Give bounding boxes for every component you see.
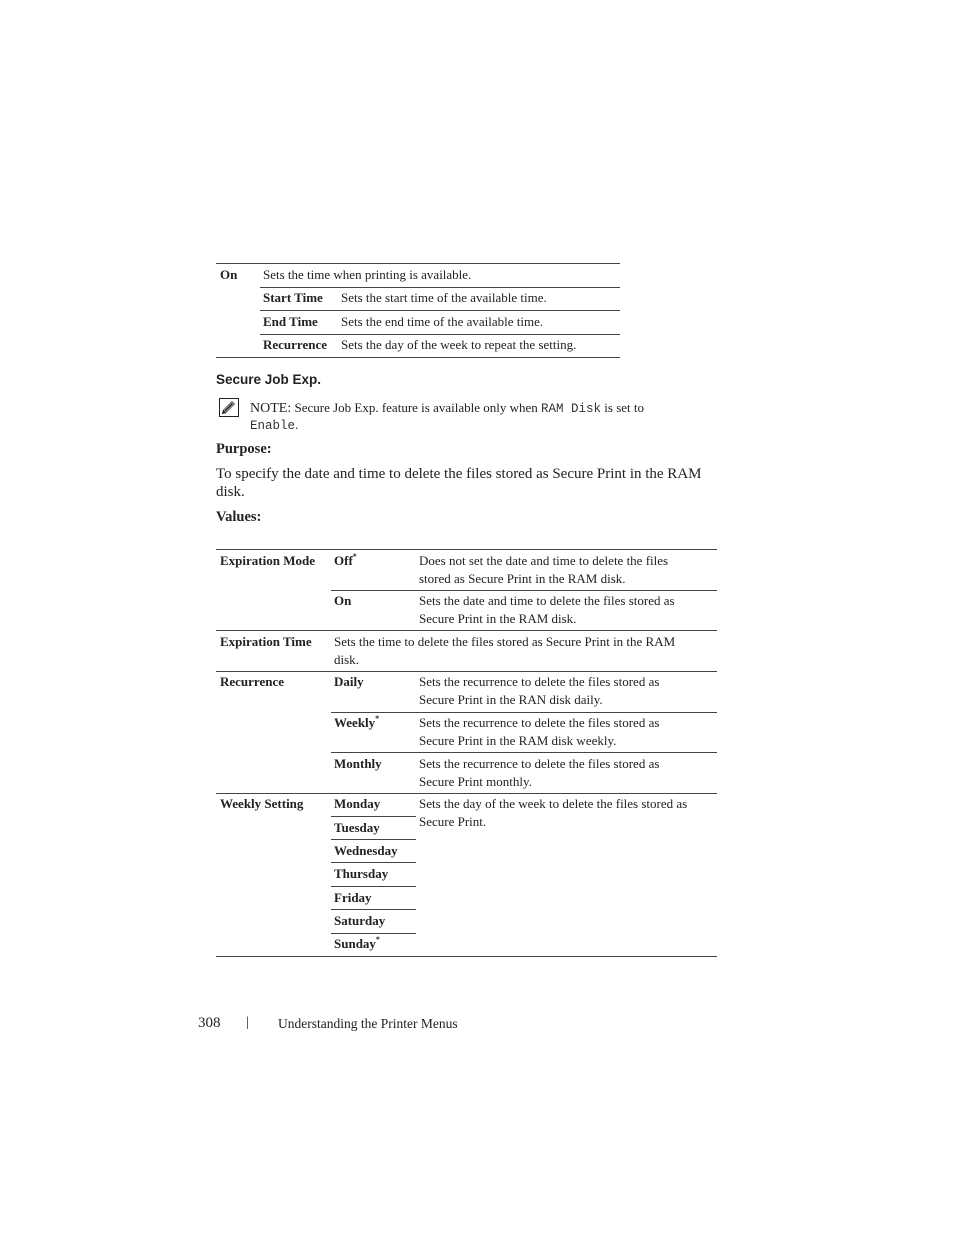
off-option: Off* xyxy=(334,551,357,568)
table-rule xyxy=(216,956,717,957)
note-text-part: Secure Job Exp. feature is available only when xyxy=(294,400,538,415)
day-thursday: Thursday xyxy=(334,866,389,881)
table-rule xyxy=(331,862,416,863)
monthly-description: Sets the recurrence to delete the files stored as Secure Print monthly. xyxy=(419,756,660,789)
note-end: . xyxy=(295,417,299,432)
end-time-description: Sets the end time of the available time. xyxy=(341,314,544,329)
table-rule xyxy=(216,793,717,794)
table-rule xyxy=(216,263,620,264)
footer-separator: | xyxy=(246,1015,249,1030)
table-rule xyxy=(331,933,416,934)
on-label: On xyxy=(220,267,238,282)
note-pencil-icon xyxy=(219,398,239,417)
default-marker: * xyxy=(352,551,357,561)
day-wednesday: Wednesday xyxy=(334,843,398,858)
day-sunday: Sunday* xyxy=(334,934,380,951)
note-text xyxy=(250,399,644,418)
day-friday: Friday xyxy=(334,890,372,905)
daily-option: Daily xyxy=(334,674,364,689)
table-rule xyxy=(331,839,416,840)
weekly-setting-label: Weekly Setting xyxy=(220,796,304,811)
table-rule xyxy=(260,310,620,311)
table-rule xyxy=(331,886,416,887)
start-time-description: Sets the start time of the available time. xyxy=(341,290,547,305)
note-code-enable: Enable xyxy=(250,419,296,433)
table-rule xyxy=(331,816,416,817)
recurrence-label: Recurrence xyxy=(220,674,285,689)
day-saturday: Saturday xyxy=(334,913,386,928)
note-text-line2 xyxy=(250,416,298,435)
table-rule xyxy=(260,334,620,335)
purpose-text-line2: disk. xyxy=(216,484,245,500)
day-monday: Monday xyxy=(334,796,381,811)
default-marker: * xyxy=(375,934,380,944)
monthly-option: Monthly xyxy=(334,756,382,771)
recurrence-label: Recurrence xyxy=(263,337,328,352)
table-rule xyxy=(331,590,717,591)
table-rule xyxy=(216,630,717,631)
expiration-mode-label: Expiration Mode xyxy=(220,553,315,568)
weekly-option: Weekly* xyxy=(334,713,380,730)
purpose-heading: Purpose: xyxy=(216,441,272,457)
expiration-time-description: Sets the time to delete the files stored as Secure Print in the RAM disk. xyxy=(334,634,676,667)
note-text-part: is set to xyxy=(604,400,645,415)
table-rule xyxy=(331,752,717,753)
page-number: 308 xyxy=(198,1015,221,1031)
off-description: Does not set the date and time to delete the files stored as Secure Print in the RAM disk. xyxy=(419,553,669,586)
note-code-ram-disk: RAM Disk xyxy=(541,402,602,416)
on-description: Sets the time when printing is available. xyxy=(263,267,472,282)
footer-chapter: Understanding the Printer Menus xyxy=(278,1016,458,1031)
section-title: Secure Job Exp. xyxy=(216,372,322,387)
table-rule xyxy=(216,671,717,672)
default-marker: * xyxy=(375,713,380,723)
on-option: On xyxy=(334,593,352,608)
note-prefix: NOTE: xyxy=(250,401,292,416)
expiration-time-label: Expiration Time xyxy=(220,634,312,649)
on-description: Sets the date and time to delete the files stored as Secure Print in the RAM disk. xyxy=(419,593,675,626)
table-rule xyxy=(216,357,620,358)
values-heading: Values: xyxy=(216,509,262,525)
start-time-label: Start Time xyxy=(263,290,323,305)
table-rule xyxy=(216,549,717,550)
recurrence-description: Sets the day of the week to repeat the setting. xyxy=(341,337,577,352)
table-rule xyxy=(331,909,416,910)
end-time-label: End Time xyxy=(263,314,318,329)
weekly-description: Sets the recurrence to delete the files stored as Secure Print in the RAM disk weekly. xyxy=(419,715,660,748)
daily-description: Sets the recurrence to delete the files stored as Secure Print in the RAN disk daily. xyxy=(419,674,660,707)
day-tuesday: Tuesday xyxy=(334,820,380,835)
table-rule xyxy=(331,712,717,713)
weekly-setting-description: Sets the day of the week to delete the files stored as Secure Print. xyxy=(419,796,688,829)
table-rule xyxy=(260,287,620,288)
purpose-text-line1: To specify the date and time to delete the files stored as Secure Print in the RAM xyxy=(216,466,702,482)
